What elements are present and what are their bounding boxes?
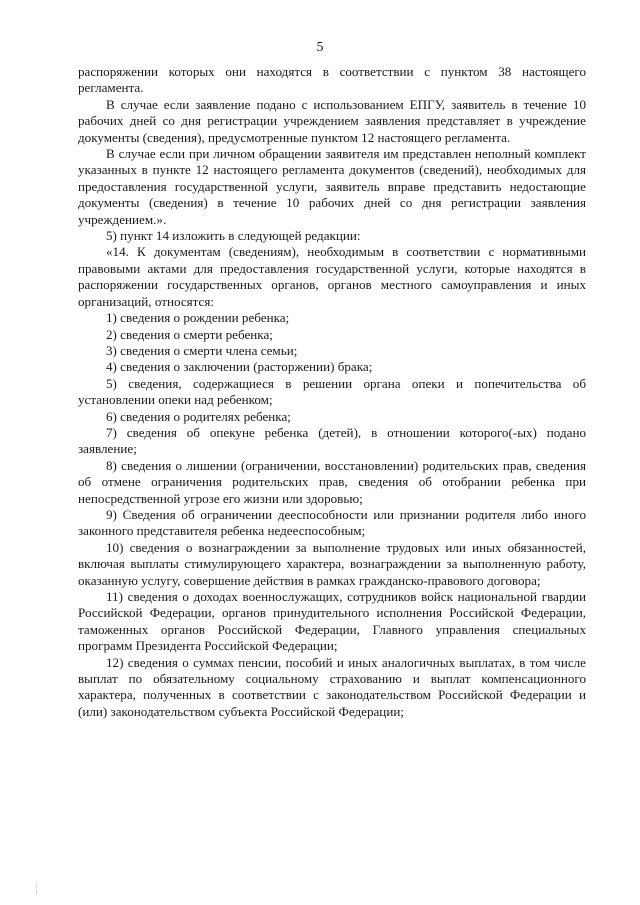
list-item-7: 7) сведения об опекуне ребенка (детей), в отношении которого(-ых) подано заявление; (78, 424, 586, 457)
list-item-3: 3) сведения о смерти члена семьи; (106, 342, 298, 358)
paragraph-epgu: В случае если заявление подано с использованием ЕПГУ, заявитель в течение 10 рабочих дней со дня регистрации учреждением заявления представляет в учреждение документы (сведения), предусмотренные пунктом 12 настоящего регламента. (78, 96, 586, 145)
list-item-8: 8) сведения о лишении (ограничении, восстановлении) родительских прав, сведения об отмене ограничения родительских прав, сведения об отобрании ребенка при непосредственной угрозе его жизни или здоровью; (78, 457, 586, 506)
list-item-9: 9) Сведения об ограничении дееспособности или признании родителя либо иного законного представителя ребенка недееспособным; (78, 506, 586, 539)
list-item-10: 10) сведения о вознаграждении за выполнение трудовых или иных обязанностей, включая выплаты стимулирующего характера, вознаграждении за выполненную работу, оказанную услугу, совершение действия в рамках гражданско-правового договора; (78, 539, 586, 588)
list-item-6: 6) сведения о родителях ребенка; (106, 408, 291, 424)
paragraph-point-14: «14. К документам (сведениям), необходимым в соответствии с нормативными правовыми актами для предоставления государственной услуги, которые находятся в распоряжении государственных органов, органов местного самоуправления и иных организаций, относятся: (78, 244, 586, 309)
list-item-11: 11) сведения о доходах военнослужащих, сотрудников войск национальной гвардии Российской Федерации, органов принудительного исполнения Российской Федерации, таможенных органов Российской Федерации, Главного управления специальных программ Президента Российской Федерации; (78, 589, 586, 654)
list-item-2: 2) сведения о смерти ребенка; (106, 326, 273, 342)
list-item-12: 12) сведения о суммах пенсии, пособий и иных аналогичных выплатах, в том числе выплат по обязательному социальному страхованию и выплат компенсационного характера, полученных в соответствии с законодательством Российской Федерации и (или) законодательством субъекта Российской Федерации; (78, 654, 586, 719)
paragraph-item-5: 5) пункт 14 изложить в следующей редакции: (106, 228, 361, 244)
page-number: 5 (316, 40, 324, 55)
scan-edge-mark (36, 884, 39, 894)
list-item-1: 1) сведения о рождении ребенка; (106, 310, 290, 326)
paragraph-incomplete-set: В случае если при личном обращении заявителя им представлен неполный комплект указанных в пункте 12 настоящего регламента документов (сведений), необходимых для предоставления государственной услуги, заявитель вправе представить недостающие документы (сведения) в течение 10 рабочих дней со дня регистрации заявления учреждением.». (78, 146, 586, 227)
list-item-4: 4) сведения о заключении (расторжении) брака; (106, 359, 373, 375)
list-item-5: 5) сведения, содержащиеся в решении органа опеки и попечительства об установлении опеки над ребенком; (78, 375, 586, 408)
document-body (78, 64, 586, 720)
paragraph-continuation: распоряжении которых они находятся в соответствии с пунктом 38 настоящего регламента. (78, 64, 586, 96)
